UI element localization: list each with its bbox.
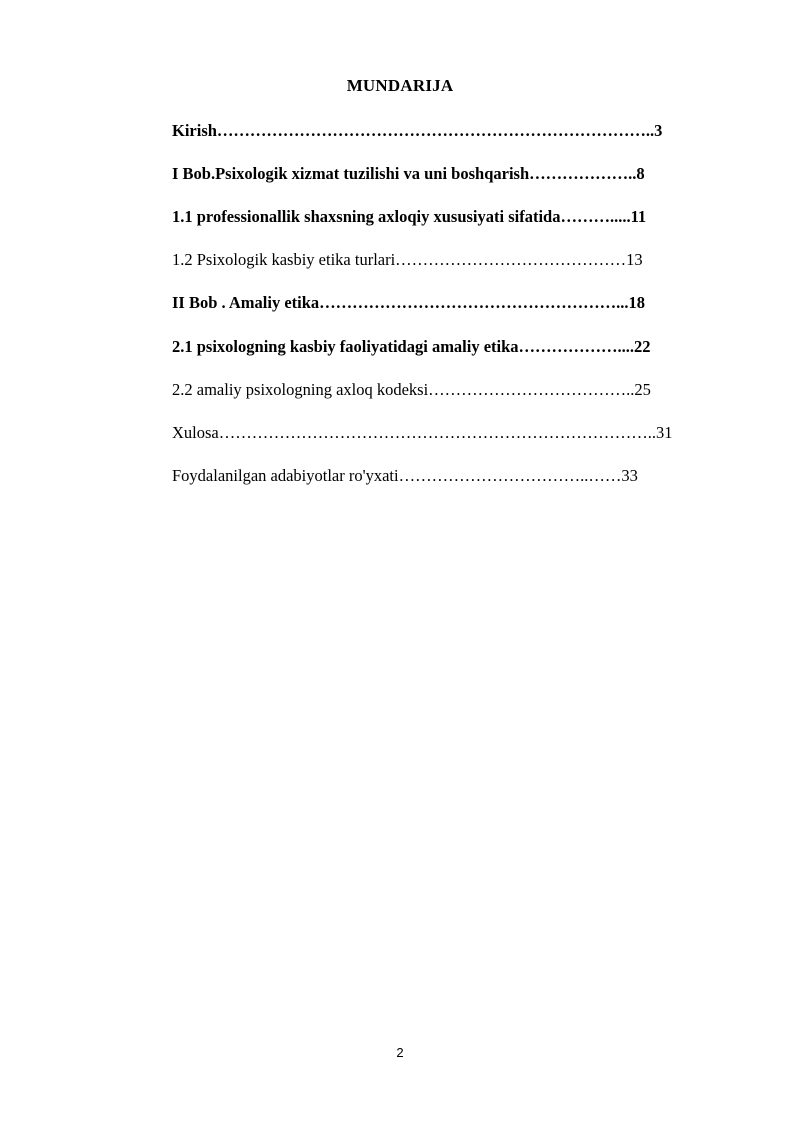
toc-entry-section-1-2: 1.2 Psixologik kasbiy etika turlari……………………………………13 xyxy=(172,250,643,269)
toc-entry-kirish: Kirish……………………………………………………………………..3 xyxy=(172,121,663,140)
document-title: MUNDARIJA xyxy=(346,76,454,95)
toc-entry-section-2-2: 2.2 amaliy psixologning axloq kodeksi………………………………..25 xyxy=(172,380,651,399)
toc-entry-chapter-1: I Bob.Psixologik xizmat tuzilishi va uni boshqarish………………..8 xyxy=(172,164,645,183)
toc-entry-xulosa: Xulosa……………………………………………………………………..31 xyxy=(172,423,673,442)
toc-entry-chapter-2: II Bob . Amaliy etika………………………………………………...18 xyxy=(172,293,646,312)
toc-entry-adabiyotlar: Foydalanilgan adabiyotlar ro'yxati……………………………..……33 xyxy=(172,466,638,485)
toc-entry-section-1-1: 1.1 professionallik shaxsning axloqiy xususiyati sifatida……….....11 xyxy=(172,207,647,226)
toc-entry-section-2-1: 2.1 psixologning kasbiy faoliyatidagi amaliy etika………………....22 xyxy=(172,337,651,356)
page-number: 2 xyxy=(396,1045,404,1060)
